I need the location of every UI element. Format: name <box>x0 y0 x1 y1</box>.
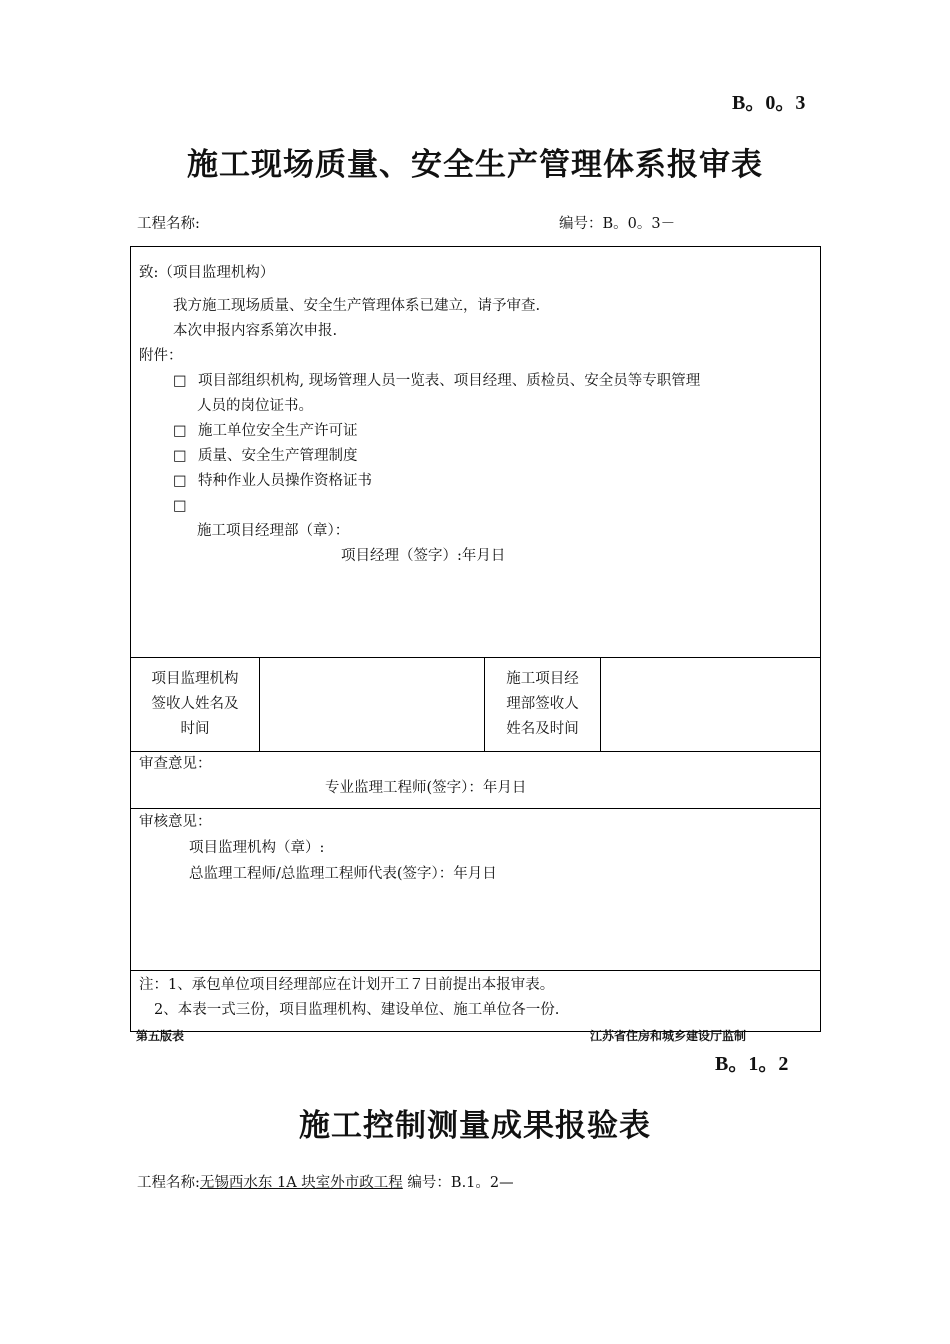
checkbox[interactable]: □ <box>173 423 187 439</box>
label-line: 项目监理机构 <box>151 671 239 687</box>
attachment-text: 施工单位安全生产许可证 <box>198 423 358 439</box>
attachments-label: 附件： <box>139 348 183 364</box>
body-line-1: 我方施工现场质量、安全生产管理体系已建立，请予审查. <box>173 298 541 314</box>
checkbox[interactable]: □ <box>173 373 187 389</box>
edition-label: 第五版表 <box>136 1029 185 1043</box>
contractor-receiver-field[interactable] <box>601 658 821 752</box>
project-name-value[interactable]: 无锡西水东 1A 块室外市政工程 <box>199 1175 403 1191</box>
issuer-label: 江苏省住房和城乡建设厅监制 <box>590 1029 747 1043</box>
attachment-item[interactable] <box>139 494 812 519</box>
form-code: B。1。2 <box>715 1053 789 1075</box>
attachment-item[interactable] <box>139 444 812 469</box>
attachment-item[interactable] <box>139 419 812 444</box>
form-number-label: 编号：B.1。2— <box>407 1175 514 1191</box>
form-title: 施工控制测量成果报验表 <box>299 1108 651 1144</box>
label-line: 施工项目经 <box>506 671 579 687</box>
application-section <box>131 247 821 658</box>
review-label: 审查意见： <box>139 756 212 772</box>
attachment-text: 特种作业人员操作资格证书 <box>198 473 372 489</box>
form-number-label: 编号：B。0。3－ <box>559 216 676 232</box>
form-title: 施工现场质量、安全生产管理体系报审表 <box>187 147 763 183</box>
attachment-text-continued: 人员的岗位证书。 <box>197 398 313 414</box>
label-line: 时间 <box>180 721 210 737</box>
contractor-seal: 施工项目经理部（章）： <box>197 523 350 539</box>
body-line-2: 本次申报内容系第次申报. <box>173 323 338 339</box>
audit-section <box>131 809 821 971</box>
attachment-text: 项目部组织机构, 现场管理人员一览表、项目经理、质检员、安全员等专职管理 <box>198 373 701 389</box>
project-manager-signature[interactable]: 项目经理（签字）:年月日 <box>341 548 506 564</box>
attachment-item[interactable] <box>139 469 812 494</box>
project-name-label: 工程名称: <box>137 216 200 232</box>
label-line: 理部签收人 <box>506 696 579 712</box>
audit-seal: 项目监理机构（章）: <box>189 840 325 856</box>
contractor-receiver-label <box>485 658 601 752</box>
attachment-text: 质量、安全生产管理制度 <box>198 448 358 464</box>
supervisor-receiver-label <box>131 658 260 752</box>
note-2: 2、本表一式三份，项目监理机构、建设单位、施工单位各一份. <box>154 1002 560 1018</box>
report-form-table <box>130 246 821 1032</box>
checkbox[interactable]: □ <box>173 448 187 464</box>
note-1: 注：1、承包单位项目经理部应在计划开工７日前提出本报审表。 <box>139 977 555 993</box>
audit-signature[interactable]: 总监理工程师/总监理工程师代表(签字）：年月日 <box>189 866 497 882</box>
audit-label: 审核意见： <box>139 814 212 830</box>
review-section <box>131 752 821 809</box>
supervisor-receiver-field[interactable] <box>260 658 485 752</box>
project-line <box>137 1171 514 1192</box>
addressee-line: 致:（项目监理机构） <box>139 265 275 281</box>
form-code: B。0。3 <box>732 92 806 114</box>
notes-section <box>131 971 821 1032</box>
label-line: 签收人姓名及 <box>151 696 239 712</box>
label-line: 姓名及时间 <box>506 721 579 737</box>
checkbox[interactable]: □ <box>173 498 187 514</box>
project-name-label: 工程名称: <box>137 1175 200 1191</box>
attachment-item[interactable] <box>139 369 812 394</box>
review-signature[interactable]: 专业监理工程师(签字）：年月日 <box>325 780 527 796</box>
checkbox[interactable]: □ <box>173 473 187 489</box>
